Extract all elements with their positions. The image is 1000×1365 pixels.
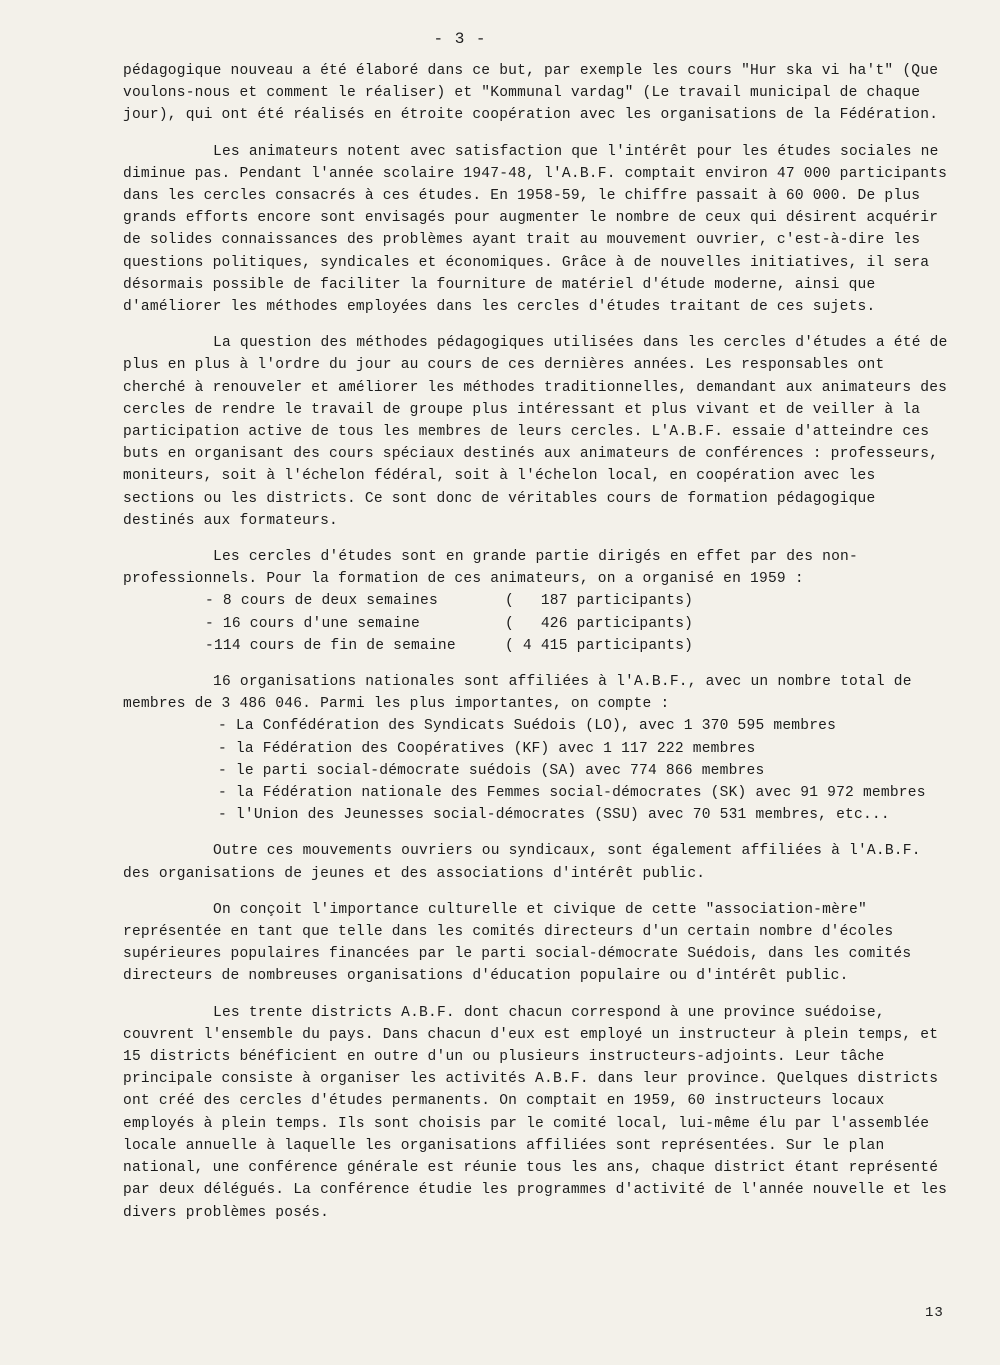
course-label: - 8 cours de deux semaines (205, 593, 438, 610)
page-number: 13 (925, 1305, 944, 1321)
list-item (123, 635, 948, 657)
course-participants: ( 426 participants) (505, 615, 694, 632)
list-item: - le parti social-démocrate suédois (SA) avec 774 866 membres (218, 762, 765, 779)
paragraph-pedagogical-methods: La question des méthodes pédagogiques utilisées dans les cercles d'études a été de plus en plus à l'ordre du jour au cours de ces dernières années. Les responsables ont cherché à renouveler et améliorer les méthodes traditionnelles, demandant aux animateurs des cercles de rendre le travail de groupe plus intéressant et plus vivant et de veiller à la participation active de tous les membres de leurs cercles. L'A.B.F. essaie d'atteindre ces buts en organisant des cours spéciaux destinés aux animateurs de conférences : professeurs, moniteurs, soit à l'échelon fédéral, soit à l'échelon local, en coopération avec les sections ou les districts. Ce sont donc de véritables cours de formation pédagogique destinés aux formateurs. (123, 335, 948, 529)
paragraph-social-studies: Les animateurs notent avec satisfaction que l'intérêt pour les études sociales ne diminue pas. Pendant l'année scolaire 1947-48, l'A.B.F. comptait environ 47 000 participants dans les cercles consacrés à ces études. En 1958-59, le chiffre passait à 60 000. De plus grands efforts encore sont envisagés pour augmenter le nombre de ceux qui désirent acquérir de solides connaissances des problèmes ayant trait au mouvement ouvrier, c'est-à-dire les questions politiques, syndicales et économiques. Grâce à de nouvelles initiatives, il sera désormais possible de faciliter la fourniture de matériel d'étude moderne, ainsi que d'améliorer les méthodes employées dans les cercles d'études traitant de ces sujets. (123, 143, 948, 316)
paragraph-other-affiliates: Outre ces mouvements ouvriers ou syndicaux, sont également affiliées à l'A.B.F. des organisations de jeunes et des associations d'intérêt public. (123, 843, 921, 882)
paragraph-districts: Les trente districts A.B.F. dont chacun correspond à une province suédoise, couvrent l'ensemble du pays. Dans chacun d'eux est employé un instructeur à plein temps, et 15 districts bénéficient en outre d'un ou plusieurs instructeurs-adjoints. Leur tâche principale consiste à organiser les activités A.B.F. dans leur province. Quelques districts ont créé des cercles d'études permanents. On comptait en 1959, 60 instructeurs locaux employés à plein temps. Ils sont choisis par le comité local, lui-même élu par l'assemblée locale annuelle à laquelle les organisations affiliées sont représentées. Sur le plan national, une conférence générale est réunie tous les ans, chaque district étant représenté par deux délégués. La conférence étudie les programmes d'activité de l'année nouvelle et les divers problèmes posés. (123, 1004, 948, 1221)
course-label: - 16 cours d'une semaine (205, 615, 420, 632)
document-body (123, 60, 948, 1238)
organisations-list (123, 715, 948, 826)
paragraph-affiliated-organisations: 16 organisations nationales sont affiliées à l'A.B.F., avec un nombre total de membres de 3 486 046. Parmi les plus importantes, on compte : (123, 674, 912, 713)
list-item (123, 613, 948, 635)
course-label: -114 cours de fin de semaine (205, 637, 456, 654)
list-item: - la Fédération nationale des Femmes social-démocrates (SK) avec 91 972 membres (218, 785, 926, 802)
course-participants: ( 4 415 participants) (505, 637, 694, 654)
paragraph-study-circles-leaders: Les cercles d'études sont en grande partie dirigés en effet par des non-professionnels. Pour la formation de ces animateurs, on a organisé en 1959 : (123, 549, 858, 588)
courses-list (123, 590, 948, 657)
list-item: - La Confédération des Syndicats Suédois (LO), avec 1 370 595 membres (218, 718, 837, 735)
course-participants: ( 187 participants) (505, 593, 694, 610)
list-item: - l'Union des Jeunesses social-démocrates (SSU) avec 70 531 membres, etc... (218, 807, 890, 824)
paragraph-mother-association: On conçoit l'importance culturelle et civique de cette "association-mère" représentée en tant que telle dans les comités directeurs d'un certain nombre d'écoles supérieures populaires financées par le parti social-démocrate Suédois, dans les comités directeurs de nombreuses organisations d'éducation populaire ou d'intérêt public. (123, 901, 912, 985)
list-item (123, 590, 948, 612)
list-item: - la Fédération des Coopératives (KF) avec 1 117 222 membres (218, 740, 756, 757)
paragraph-pedagogical-courses: pédagogique nouveau a été élaboré dans ce but, par exemple les cours "Hur ska vi ha't" (Que voulons-nous et comment le réaliser) et "Kommunal vardag" (Le travail municipal de chaque jour), qui ont été réalisés en étroite coopération avec les organisations de la Fédération. (123, 63, 939, 124)
page-marker: - 3 - (433, 30, 487, 48)
